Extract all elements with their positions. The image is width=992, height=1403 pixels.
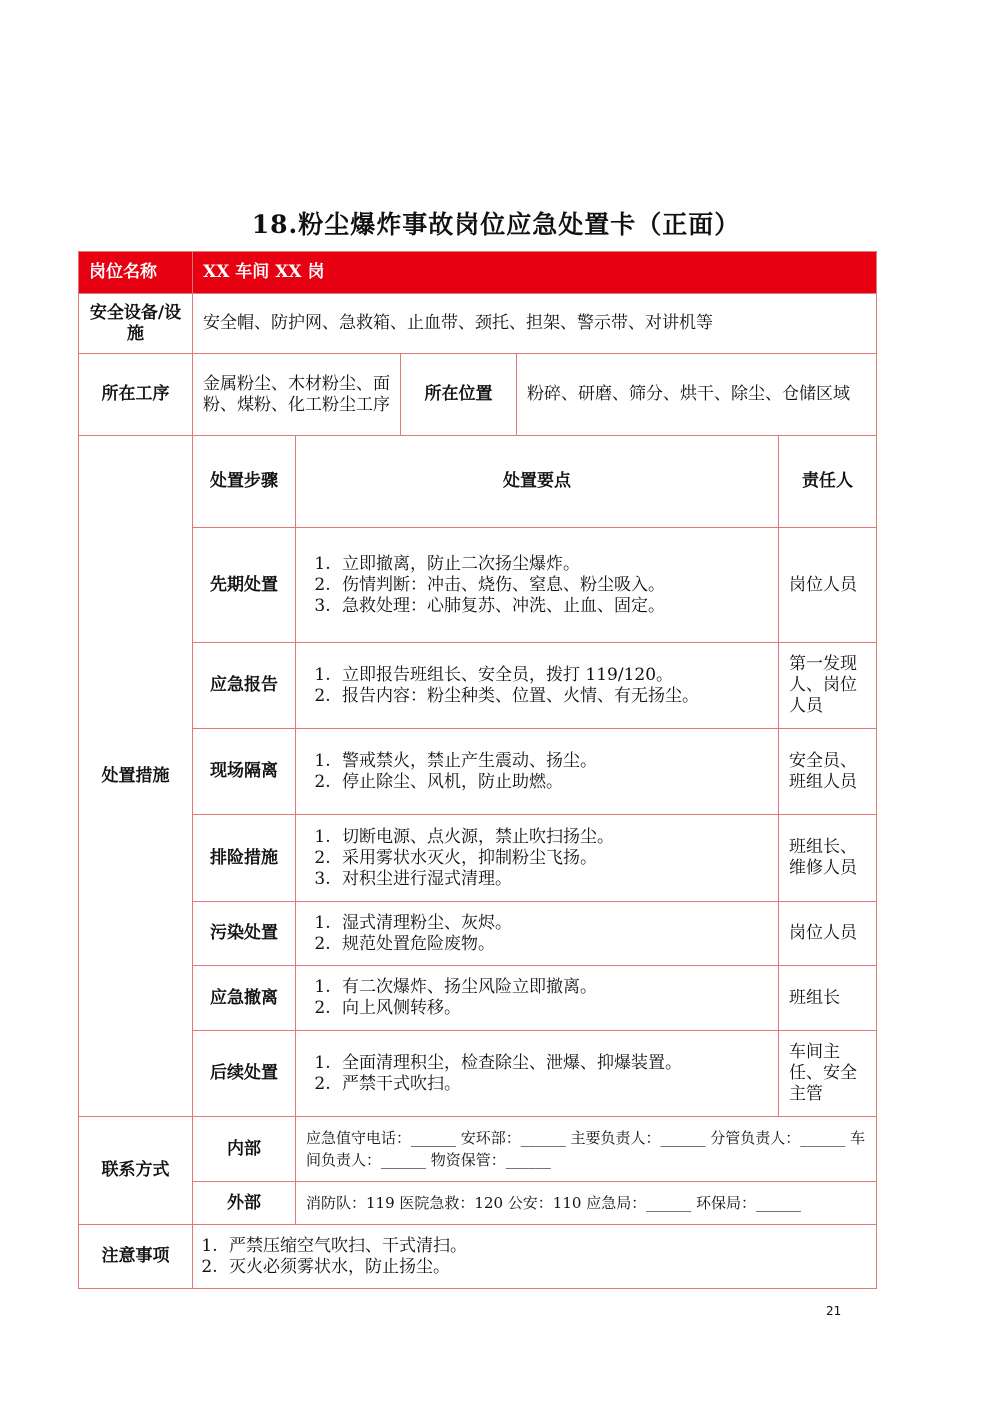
step-person: 班组长、维修人员 [779,815,877,902]
note-item: 2. 灭火必须雾状水，防止扬尘。 [223,1257,866,1278]
step-points [296,729,779,815]
post-name-value: XX 车间 XX 岗 [193,252,877,294]
step-label: 应急撤离 [193,966,296,1031]
contact-label: 联系方式 [79,1117,193,1225]
internal-contact-text: 应急值守电话：______ 安环部：______ 主要负责人：______ 分管负责人：______ 车间负责人：______ 物资保管：______ [296,1117,877,1182]
col-step-header: 处置步骤 [193,436,296,528]
point-item: 1. 立即撤离，防止二次扬尘爆炸。 [336,554,768,575]
step-person: 岗位人员 [779,902,877,966]
step-points [296,528,779,643]
step-points [296,902,779,966]
step-person: 班组长 [779,966,877,1031]
equipment-value: 安全帽、防护网、急救箱、止血带、颈托、担架、警示带、对讲机等 [193,294,877,354]
step-points [296,815,779,902]
emergency-card-table [78,251,877,1289]
col-person-header: 责任人 [779,436,877,528]
point-item: 1. 立即报告班组长、安全员，拨打 119/120。 [336,665,768,686]
step-points [296,1031,779,1117]
post-name-label: 岗位名称 [79,252,193,294]
equipment-label: 安全设备/设施 [79,294,193,354]
point-item: 2. 报告内容：粉尘种类、位置、火情、有无扬尘。 [336,686,768,707]
internal-contact-label: 内部 [193,1117,296,1182]
step-person: 岗位人员 [779,528,877,643]
process-label: 所在工序 [79,354,193,436]
process-value: 金属粉尘、木材粉尘、面粉、煤粉、化工粉尘工序 [193,354,401,436]
step-points [296,643,779,729]
point-item: 1. 湿式清理粉尘、灰烬。 [336,913,768,934]
step-person: 安全员、班组人员 [779,729,877,815]
point-item: 1. 切断电源、点火源，禁止吹扫扬尘。 [336,827,768,848]
step-points [296,966,779,1031]
step-label: 现场隔离 [193,729,296,815]
point-item: 3. 对积尘进行湿式清理。 [336,869,768,890]
step-label: 先期处置 [193,528,296,643]
point-item: 1. 警戒禁火，禁止产生震动、扬尘。 [336,751,768,772]
point-item: 1. 全面清理积尘，检查除尘、泄爆、抑爆装置。 [336,1053,768,1074]
page-number: 21 [826,1304,842,1318]
point-item: 1. 有二次爆炸、扬尘风险立即撤离。 [336,977,768,998]
step-person: 第一发现人、岗位人员 [779,643,877,729]
col-points-header: 处置要点 [296,436,779,528]
step-label: 应急报告 [193,643,296,729]
external-contact-text: 消防队：119 医院急救：120 公安：110 应急局：______ 环保局：______ [296,1182,877,1225]
step-person: 车间主任、安全主管 [779,1031,877,1117]
page-title: 18.粉尘爆炸事故岗位应急处置卡（正面） [251,210,741,239]
note-item: 1. 严禁压缩空气吹扫、干式清扫。 [223,1236,866,1257]
measures-label: 处置措施 [79,436,193,1117]
location-label: 所在位置 [401,354,517,436]
point-item: 3. 急救处理：心肺复苏、冲洗、止血、固定。 [336,596,768,617]
notes-label: 注意事项 [79,1225,193,1289]
step-label: 污染处置 [193,902,296,966]
point-item: 2. 严禁干式吹扫。 [336,1074,768,1095]
step-label: 后续处置 [193,1031,296,1117]
notes-points [193,1225,877,1289]
point-item: 2. 采用雾状水灭火，抑制粉尘飞扬。 [336,848,768,869]
external-contact-label: 外部 [193,1182,296,1225]
point-item: 2. 停止除尘、风机，防止助燃。 [336,772,768,793]
point-item: 2. 伤情判断：冲击、烧伤、窒息、粉尘吸入。 [336,575,768,596]
location-value: 粉碎、研磨、筛分、烘干、除尘、仓储区域 [517,354,877,436]
step-label: 排险措施 [193,815,296,902]
point-item: 2. 向上风侧转移。 [336,998,768,1019]
point-item: 2. 规范处置危险废物。 [336,934,768,955]
